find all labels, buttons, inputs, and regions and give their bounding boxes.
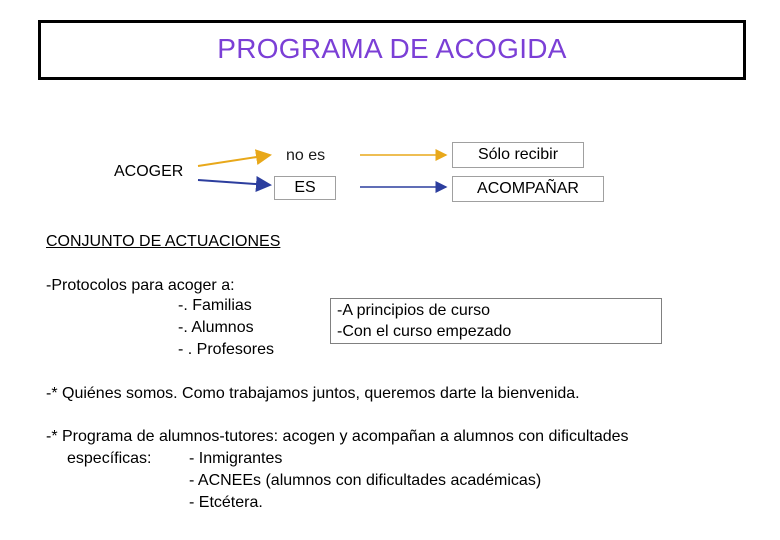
section-heading: CONJUNTO DE ACTUACIONES (46, 233, 281, 250)
timing-box (330, 298, 662, 344)
protocol-item: - . Profesores (178, 341, 275, 358)
root-label-acoger: ACOGER (114, 163, 184, 180)
timing-line: -Con el curso empezado (337, 323, 512, 340)
protocol-item: -. Familias (178, 297, 252, 314)
timing-line: -A principios de curso (337, 302, 490, 319)
protocol-item: -. Alumnos (178, 319, 254, 336)
branch-no-es: no es (286, 147, 326, 164)
arrow-acoger-to-es (198, 180, 270, 185)
result-acompanar: ACOMPAÑAR (452, 176, 604, 202)
tutores-item: - Etcétera. (189, 494, 263, 511)
paragraph-tutores-lead: específicas: (67, 450, 152, 467)
arrow-acoger-to-no-es (198, 155, 270, 166)
result-solo-recibir: Sólo recibir (452, 142, 584, 168)
branch-es: ES (274, 176, 336, 200)
paragraph-tutores-line1: -* Programa de alumnos-tutores: acogen y acompañan a alumnos con dificultades (46, 428, 629, 445)
tutores-item: - ACNEEs (alumnos con dificultades académicas) (189, 472, 542, 489)
protocols-intro: -Protocolos para acoger a: (46, 277, 235, 294)
paragraph-quienes-somos: -* Quiénes somos. Como trabajamos juntos, queremos darte la bienvenida. (46, 385, 580, 402)
page-title: PROGRAMA DE ACOGIDA (217, 33, 567, 64)
tutores-item: - Inmigrantes (189, 450, 283, 467)
